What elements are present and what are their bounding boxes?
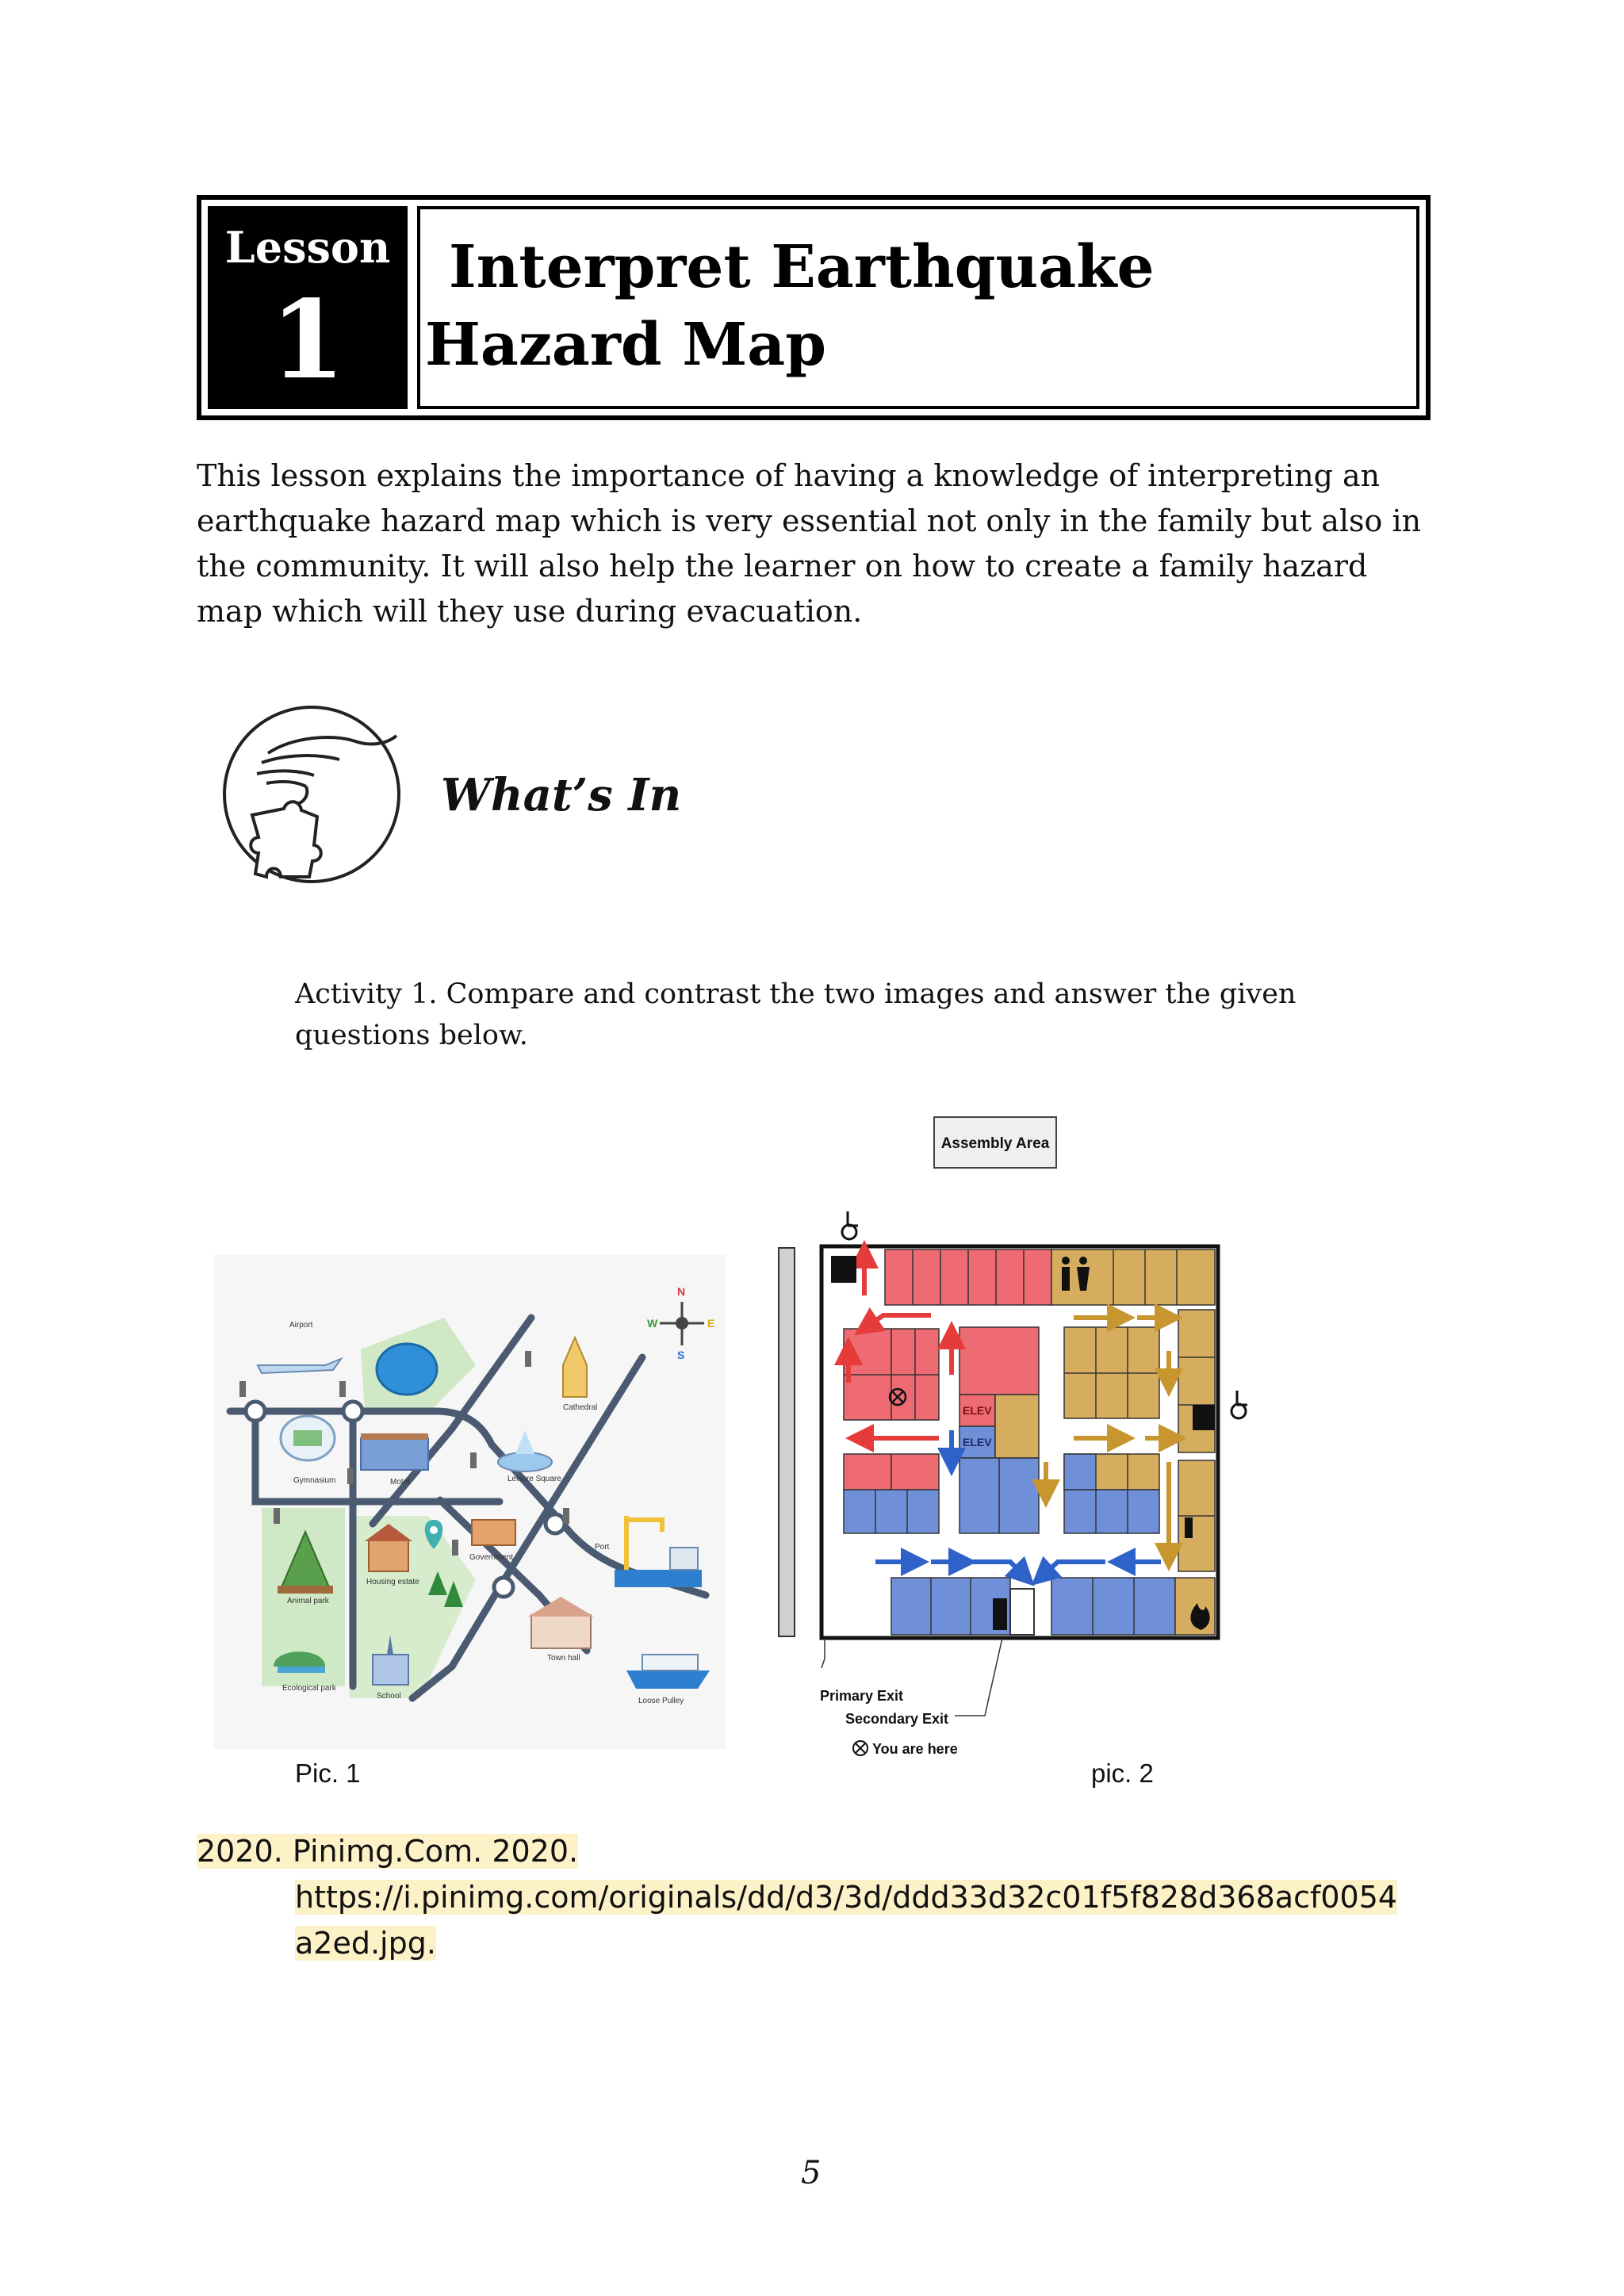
label-housing-estate: Housing estate: [366, 1578, 419, 1586]
lesson-badge: [208, 206, 408, 409]
stairwell-exit: [1010, 1589, 1034, 1635]
you-are-here-legend-icon: [853, 1741, 868, 1755]
blue-zone-rooms: [891, 1578, 1010, 1635]
label-airport: Airport: [289, 1321, 313, 1330]
puzzle-hand-icon: [220, 698, 403, 891]
lesson-title-line1: Interpret Earthquake: [449, 233, 1155, 301]
pic2-caption: pic. 2: [1091, 1758, 1154, 1788]
label-port: Port: [595, 1543, 610, 1552]
label-animal-park: Animal park: [287, 1597, 329, 1605]
label-ecological-park: Ecological park: [282, 1684, 336, 1693]
extinguisher-icon: [1185, 1517, 1193, 1538]
label-motel: Motel: [390, 1478, 410, 1487]
citation: [197, 1828, 1434, 1966]
label-leisure-square: Leisure Square: [508, 1475, 561, 1483]
government-building-icon: [472, 1520, 515, 1545]
lesson-label: Lesson: [224, 222, 391, 273]
compass-s: S: [677, 1349, 685, 1361]
secondary-exit-label: Secondary Exit: [845, 1711, 949, 1727]
label-cathedral: Cathedral: [563, 1403, 598, 1412]
lesson-title-line2: Hazard Map: [425, 311, 826, 379]
assembly-area-label: Assembly Area: [940, 1135, 1050, 1152]
community-map-image: [214, 1254, 726, 1749]
elevator-label: ELEV: [963, 1404, 992, 1417]
lesson-title-box: [417, 206, 1419, 409]
tan-zone-rooms: [1051, 1249, 1215, 1305]
lake: [377, 1344, 437, 1395]
label-school: School: [377, 1692, 401, 1701]
elevator-label: ELEV: [963, 1436, 992, 1448]
lesson-header: [197, 195, 1431, 420]
citation-url[interactable]: https://i.pinimg.com/originals/dd/d3/3d/ddd33d32c01f5f828d368acf0054: [295, 1880, 1398, 1915]
label-loose-pulley: Loose Pulley: [638, 1697, 684, 1705]
page-number: 5: [801, 2155, 822, 2191]
primary-exit-label: Primary Exit: [820, 1688, 904, 1704]
citation-line1: 2020. Pinimg.Com. 2020.: [197, 1834, 579, 1869]
label-town-hall: Town hall: [547, 1654, 580, 1663]
compass-e: E: [707, 1317, 715, 1330]
you-are-here-label: You are here: [872, 1741, 958, 1757]
pic1-caption: Pic. 1: [295, 1758, 361, 1788]
stadium-icon: [281, 1416, 335, 1460]
label-gymnasium: Gymnasium: [293, 1476, 336, 1485]
intro-paragraph: This lesson explains the importance of having a knowledge of interpreting an earthquake hazard map which is very essential not only in the family but also in the community. It will also help the learner on how to create a family hazard map which will they use during evacuation.: [197, 458, 1422, 629]
section-title: What’s In: [441, 769, 682, 821]
citation-url-end[interactable]: a2ed.jpg.: [295, 1926, 436, 1961]
evacuation-plan-image: [772, 1113, 1264, 1757]
motel-building-icon: [361, 1433, 428, 1470]
activity-instructions: Activity 1. Compare and contrast the two images and answer the given questions below.: [295, 978, 1297, 1051]
compass-n: N: [677, 1285, 686, 1298]
compass-w: W: [647, 1317, 658, 1330]
lesson-number: 1: [270, 277, 346, 404]
label-government: Government: [469, 1553, 514, 1562]
